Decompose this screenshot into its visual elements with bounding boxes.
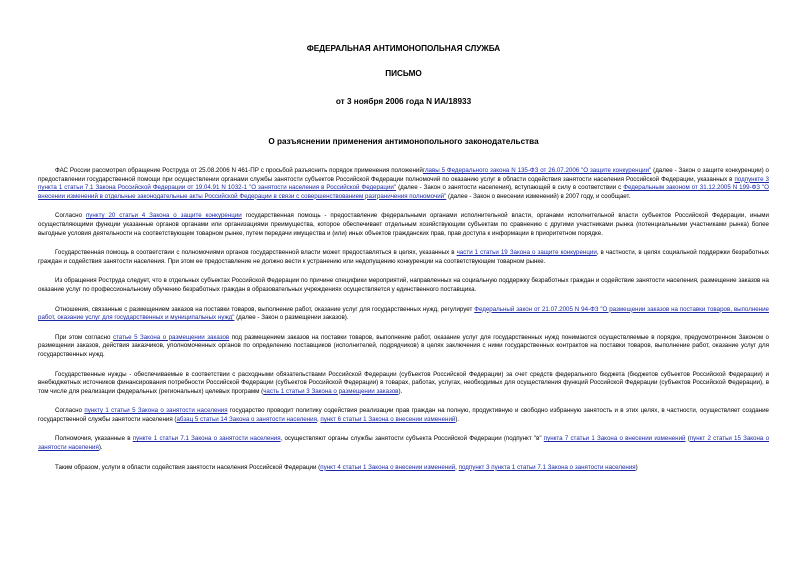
paragraph-text: (далее - Закон о защите конкуренции) о предоставлении государственной помощи при осуществлении органами службы занятости субъектов Российской Федерации полномочий по оказанию услуг в области содействия занятости населения Российской Федерации, указанных в xyxy=(38,167,769,183)
paragraph-text: Государственные нужды - обеспечиваемые в соответствии с расходными обязательствами Российской Федерации (субъектов Российской Федерации) за счет средств федерального бюджета (бюджетов субъектов Российской Федерации) и внебюджетных источников финансирования потребности Российской Федерации (субъектов Российской Федерации) в товарах, работах, услугах, необходимых для осуществления функций Российской Федерации (субъектов Российской Федерации), в том числе для реализации федеральных (региональных) целевых программ ( xyxy=(38,370,769,395)
paragraph-text: , в частности, в целях социальной поддержки безработных граждан и содействия занятости населения. При этом ее предоставление не должно вести к устранению или недопущению конкуренции на соответствующем товарном рынке. xyxy=(38,249,769,265)
paragraph-text: ). xyxy=(455,415,460,423)
legal-reference-link[interactable]: пункта 7 статьи 1 Закона о внесении изменений xyxy=(543,435,686,443)
paragraph xyxy=(38,249,769,266)
legal-reference-link[interactable]: пункту 1 статьи 5 Закона о занятости населения xyxy=(84,407,228,415)
paragraph-text: , xyxy=(455,463,459,471)
paragraph-text: (далее - Закон о размещении заказов). xyxy=(234,314,349,322)
paragraph-text: ( xyxy=(685,435,690,443)
paragraph-text: под размещением заказов на поставки товаров, выполнение работ, оказание услуг для государственных нужд понимаются осуществляемые в порядке, предусмотренном Законом о размещении заказов, действия заказчиков, уполномоченных органов по определению поставщиков (исполнителей, подрядчиков) в целях заключения с ними государственных контрактов на поставки товаров, выполнение работ, оказание услуг для государственных нужд. xyxy=(38,333,769,358)
paragraph xyxy=(38,277,769,294)
legal-reference-link[interactable]: пункте 1 статьи 7.1 Закона о занятости населения xyxy=(132,435,281,443)
paragraph-text: Полномочия, указанные в xyxy=(55,435,133,443)
document-type: ПИСЬМО xyxy=(385,69,422,78)
paragraph xyxy=(38,334,769,360)
legal-reference-link[interactable]: пункту 20 статьи 4 Закона о защите конкуренции xyxy=(85,212,242,220)
legal-reference-link[interactable]: пункт 4 статьи 1 Закона о внесении изменений xyxy=(320,463,456,471)
legal-reference-link[interactable]: части 1 статьи 19 Закона о защите конкуренции xyxy=(456,249,597,257)
paragraph-text: Согласно xyxy=(55,407,85,415)
paragraph xyxy=(38,464,769,473)
paragraph-text: ). xyxy=(98,444,103,452)
legal-reference-link[interactable]: абзац 5 статьи 14 Закона о занятости населения xyxy=(176,415,317,423)
paragraph-text: (далее - Закон о внесении изменений) в 2007 году, и сообщает. xyxy=(446,192,631,200)
legal-reference-link[interactable]: пункт 6 статьи 1 Закона о внесении изменений xyxy=(320,415,456,423)
paragraph xyxy=(38,435,769,452)
paragraph-text: Согласно xyxy=(55,212,86,220)
paragraph xyxy=(38,306,769,323)
paragraph-text: государство проводит политику содействия реализации прав граждан на полную, продуктивную и свободно избранную занятость и в этих целях, в частности, осуществляет создание государственной службы занятости населения ( xyxy=(38,407,769,423)
paragraph-text: При этом согласно xyxy=(55,333,113,341)
issuing-organization: ФЕДЕРАЛЬНАЯ АНТИМОНОПОЛЬНАЯ СЛУЖБА xyxy=(306,44,501,53)
paragraph-text: , xyxy=(316,415,321,423)
paragraph-text: Государственная помощь в соответствии с полномочиями органов государственной власти может предоставляться в целях, указанных в xyxy=(55,249,457,257)
paragraph-text: , осуществляют органы службы занятости субъекта Российской Федерации (подпункт "в" xyxy=(280,435,544,443)
paragraph-text: (далее - Закон о занятости населения), вступающей в силу в соответствии с xyxy=(396,184,624,192)
document-subject: О разъяснении применения антимонопольного законодательства xyxy=(268,137,539,146)
legal-reference-link[interactable]: пункт 2 статьи 15 Закона о занятости населения xyxy=(38,435,770,452)
document-body xyxy=(38,167,769,483)
paragraph xyxy=(38,371,769,397)
document-date-number: от 3 ноября 2006 года N ИА/18933 xyxy=(335,97,472,106)
paragraph-text: Отношения, связанные с размещением заказов на поставки товаров, выполнение работ, оказание услуг для государственных нужд, регулирует xyxy=(55,305,475,313)
paragraph-text: государственная помощь - предоставление федеральными органами исполнительной власти, органами исполнительной власти субъектов Российской Федерации, иными осуществляющими функции указанные органов органами или организациями преимущества, которое обеспечивает отдельным хозяйствующим субъектам по сравнению с другими участниками рынка (потенциальными участниками рынка) более выгодные условия деятельности на соответствующем товарном рынке, путем передачи имущества и (или) иных объектов гражданских прав, прав доступа к информации в приоритетном порядке. xyxy=(38,212,769,237)
paragraph-text: Из обращения Роструда следует, что в отдельных субъектах Российской Федерации по причине специфики мероприятий, направленных на социальную поддержку безработных граждан и содействие занятости населения, размещение заказов на оказание услуг по профессиональному обучению безработных граждан в образовательных учреждениях осуществляется у единственного поставщика. xyxy=(38,277,769,293)
legal-reference-link[interactable]: Федеральным законом от 31.12.2005 N 199-ФЗ "О внесении изменений в отдельные законодательные акты Российской Федерации в связи с совершенствованием разграничения полномочий" xyxy=(38,184,769,200)
legal-reference-link[interactable]: подпункт 3 пункта 1 статьи 7.1 Закона о занятости населения xyxy=(458,463,636,471)
legal-reference-link[interactable]: статье 5 Закона о размещении заказов xyxy=(112,333,230,341)
paragraph xyxy=(38,407,769,424)
legal-reference-link[interactable]: главы 5 Федерального закона N 135-ФЗ от 26.07.2006 "О защите конкуренции" xyxy=(422,167,652,174)
legal-reference-link[interactable]: Федеральный закон от 21.07.2005 N 94-ФЗ "О размещении заказов на поставки товаров, выполнение работ, оказание услуг для государственных и муниципальных нужд" xyxy=(38,305,769,322)
legal-reference-link[interactable]: подпункте 3 пункта 1 статьи 7.1 Закона Российской Федерации от 19.04.91 N 1032-1 "О занятости населения в Российской Федерации" xyxy=(38,175,769,192)
paragraph xyxy=(38,167,769,201)
paragraph-text: ) xyxy=(635,463,638,471)
legal-reference-link[interactable]: часть 1 статьи 3 Закона о размещении заказов xyxy=(263,387,399,395)
paragraph-text: Таким образом, услуги в области содействия занятости населения Российской Федерации ( xyxy=(55,463,321,471)
paragraph xyxy=(38,212,769,238)
paragraph-text: ФАС России рассмотрел обращение Роструда от 25.08.2006 N 461-ПР с просьбой разъяснить порядок применения положений xyxy=(55,167,423,174)
paragraph-text: ). xyxy=(398,387,403,395)
